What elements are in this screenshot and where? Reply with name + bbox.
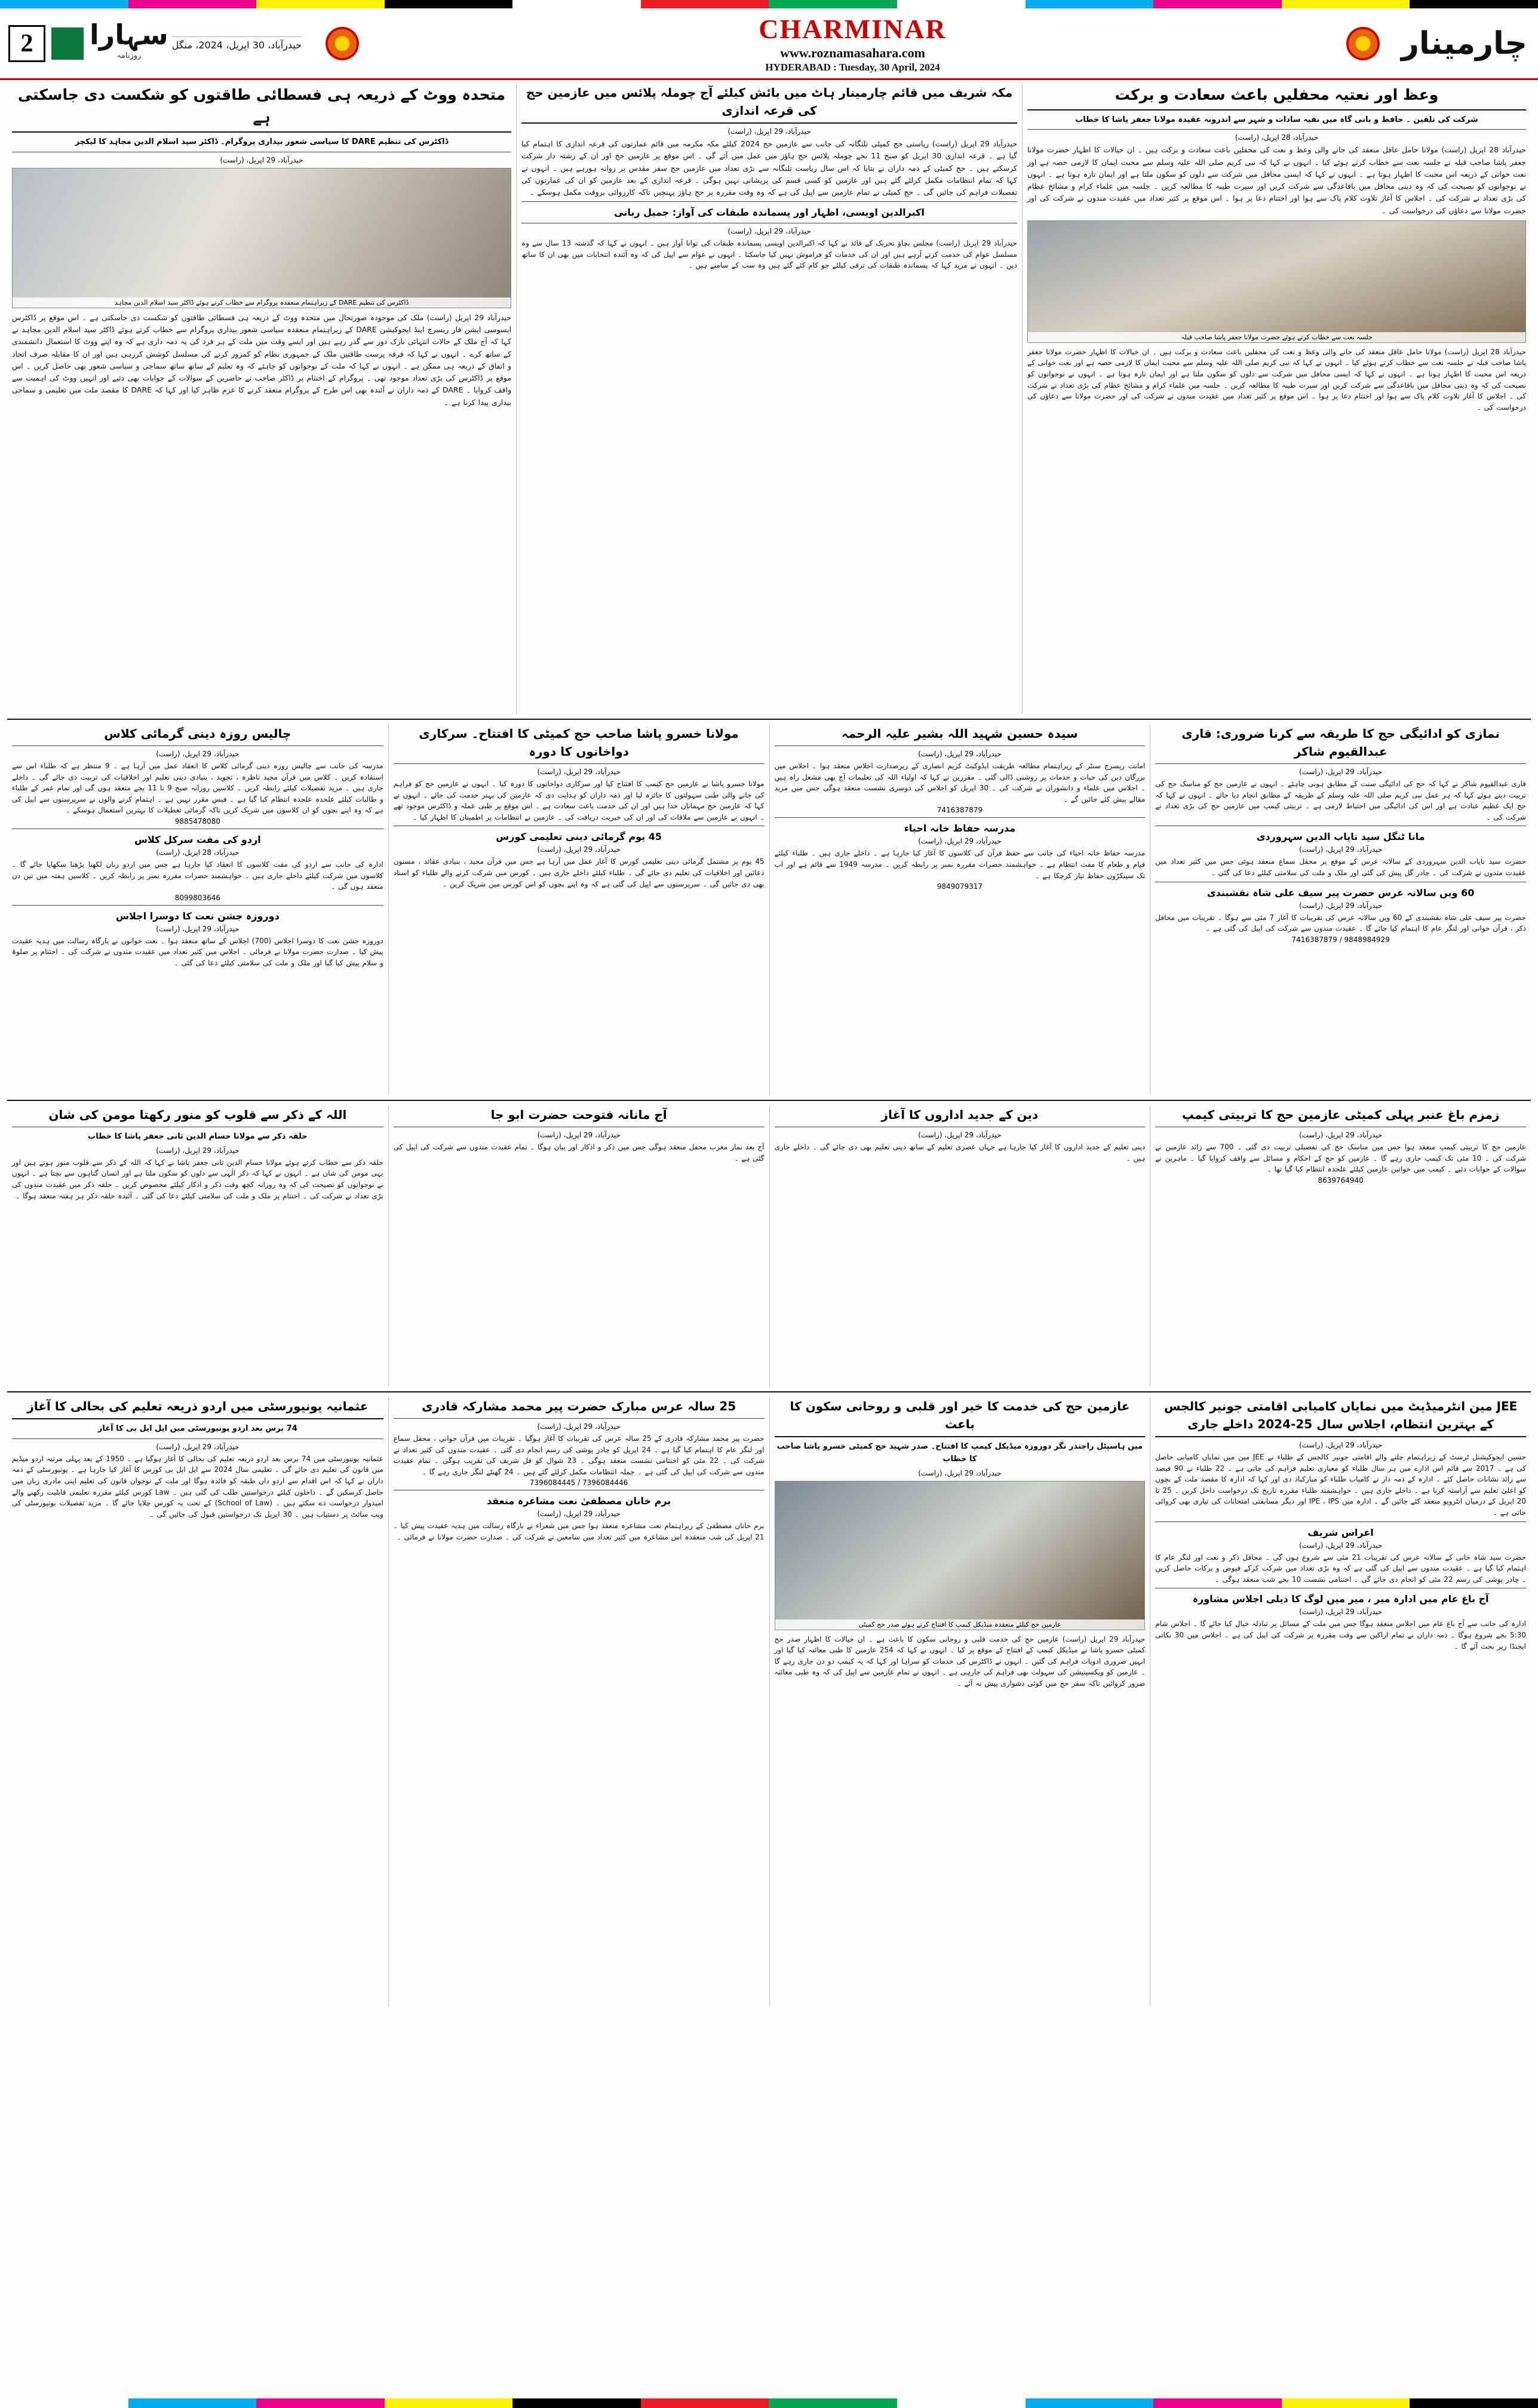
band3-col-1 [1150,1397,1531,2007]
contact-phone: 9885478080 [174,817,221,826]
article-body: حیدرآباد 29 اپریل (راست) ملک کی موجودہ صورتحال میں متحدہ ووٹ کے ذریعہ ہی فسطائی طاقتوں کو شکست دی جاسکتی ہے ۔ اس موقع پر ڈاکٹرس ایسوسی ایشن فار ریسرچ اینڈ ایجوکیشن DARE کے زیراہتمام منعقدہ سیاسی شعور بیداری پروگرام سے خطاب کرتے ہوئے ڈاکٹر سید اسلام الدین مجاہد نے کہا کہ آج ملک کے حالات انتہائی نازک دور سے گذر رہے ہیں اور ایسے وقت میں ملت کے ہر فرد کی یہ ذمہ داری ہے کہ وہ اپنے ووٹ کا استعمال دانشمندی کے ساتھ کرے ۔ انہوں نے کہا کہ فرقہ پرست طاقتیں ملک کے جمہوری نظام کو کمزور کرنے کی مسلسل کوشش کررہی ہیں اور ان کا مقابلہ صرف اتحاد و اتفاق کے ذریعہ ہی ممکن ہے ۔ انہوں نے کہا کہ ملت کے نوجوانوں کو چاہئے کہ وہ تعلیم کے ساتھ ساتھ سماجی و سیاسی شعور بھی حاصل کریں ۔ اس موقع پر ڈاکٹرس کی بڑی تعداد موجود تھی ۔ پروگرام کے اختتام پر ڈاکٹر صاحب نے حاضرین کے سوالات کے جوابات بھی دئیے اور انہیں ووٹ کی اہمیت سے واقف کروایا ۔ DARE کے ذمہ داران نے آئندہ بھی اس طرح کے پروگرام منعقد کرنے کا عزم ظاہر کیا اور کہا کہ DARE کا مقصد ملت میں تعلیمی و سماجی بیداری پیدا کرنا ہے ۔ [12,312,512,407]
article-body-2: 45 یوم پر مشتمل گرمائی دینی تعلیمی کورس کا آغاز عمل میں آرہا ہے جس میں قرآن مجید ، بنیادی عقائد ، مسنون دعائیں اور اخلاقیات کی تعلیم دی جائے گی ۔ طلباء کیلئے داخلے جاری ہیں ۔ کورس میں شرکت کرنے والے طلباء کو اسناد بھی دی جائیں گی ۔ سرپرستوں سے اپیل کی گئی ہے کہ وہ اپنے بچوں کو اس کورس میں شریک کریں ۔ [393,857,765,888]
article-body-cont: حیدرآباد 28 اپریل (راست) مولانا حامل عاقل منعقد کی جانے والی وعظ و نعت کی محفلیں باعث سعادت و برکت ہیں ۔ ان خیالات کا اظہار حضرت مولانا جعفر پاشا صاحب قبلہ نے جلسہ نعت سے خطاب کرتے ہوئے کیا ۔ انہوں نے کہا کہ نبی کریم صلی اللہ علیہ وسلم سے محبت ایمان کا لازمی حصہ ہے اور نعت خوانی کے ذریعہ اس محبت کا اظہار ہوتا ہے ۔ انہوں نے کہا کہ ایسی محافل میں شرکت سے دلوں کو سکون ملتا ہے اور ایمان تازہ ہوتا ہے ۔ انہوں نے نوجوانوں کو نصیحت کی کہ وہ دینی محافل میں باقاعدگی سے شرکت کریں اور سیرت طیبہ کا مطالعہ کریں ۔ جلسہ میں علماء کرام و مشائخ عظام کی بڑی تعداد نے شرکت کی ۔ اجلاس کا آغاز تلاوت کلام پاک سے ہوا اور اختتام دعا پر ہوا ۔ اس موقع پر کثیر تعداد میں عقیدت مندوں نے شرکت کی اور حضرت مولانا سے دعاؤں کی درخواست کی ۔ [1027,347,1527,412]
article-byline: حیدرآباد، 29 اپریل، (راست) [156,1146,240,1155]
band-divider-3 [7,1391,1531,1392]
article-byline-3: حیدرآباد، 29 اپریل، (راست) [1298,901,1383,910]
article-body: آج بعد نماز مغرب محفل منعقد ہوگی جس میں ذکر و اذکار اور بیان ہوگا ۔ تمام عقیدت مندوں سے شرکت کی اپیل کی گئی ہے ۔ [393,1143,765,1162]
band2b-col-3 [388,1106,769,1386]
dateline-en: HYDERABAD : Tuesday, 30 April, 2024 [765,61,940,73]
contact-phone-2: 8099803646 [174,893,221,902]
article-body-2: ادارہ کی جانب سے اردو کی مفت کلاسوں کا انعقاد کیا جارہا ہے جس میں اردو زبان لکھنا پڑھنا سکھایا جائے گا ۔ کلاسوں میں شرکت کیلئے داخلے جاری ہیں ۔ خواہشمند حضرات مقررہ نمبر پر رابطہ کریں ۔ کلاسیں ہفتہ میں تین دن منعقد ہوں گی ۔ [12,860,383,891]
article-headline-2: مانا ٹنگل سید نایاب الدین سہروردی [1256,831,1425,843]
article-byline-3: حیدرآباد، 29 اپریل، (راست) [1298,1608,1383,1616]
top-color-strip [0,0,1538,8]
article-body-3: حضرت پیر سیف علی شاہ نقشبندی کے 60 ویں سالانہ عرس کی تقریبات کا آغاز 7 مئی سے ہوگا ۔ تقریبات میں محافل ذکر ، قرآن خوانی اور لنگر عام کا اہتمام کیا جائے گا ۔ عقیدت مندوں سے شرکت کی اپیل کی گئی ہے ۔ [1155,913,1526,933]
article-byline: حیدرآباد، 29 اپریل، (راست) [156,750,240,758]
article-headline-2: 45 یوم گرمائی دینی تعلیمی کورس [496,831,662,843]
article-byline: حیدرآباد، 28 اپریل، (راست) [1235,133,1319,142]
article-byline: حیدرآباد، 29 اپریل، (راست) [1298,1131,1383,1139]
article-photo [12,168,511,308]
article-headline: زمزم باغ عنبر پہلی کمیٹی عازمین حج کا تربیتی کیمپ [1181,1108,1500,1122]
article-byline-3: حیدرآباد، 29 اپریل، (راست) [156,924,240,933]
article-subheadline: شرکت کی تلقین ۔ حافظ و بانی گاہ میں نقیہ سادات و شہر سے اندرونہ عقیدہ مولانا جعفر پاشا کا خطاب [1075,115,1478,124]
article-body: حیدرآباد 29 اپریل (راست) ریاستی حج کمیٹی تلنگانہ کی جانب سے عازمین حج 2024 کیلئے مکہ مکرمہ میں قائم عمارتوں کی قرعہ اندازی کا اہتمام کیا گیا ہے ۔ قرعہ اندازی 30 اپریل کو صبح 11 بجے چوملہ پلائس حج ہاؤز میں عمل میں آئے گی ۔ اس موقع پر عازمین حج اور ان کے رشتہ دار شرکت کرسکتے ہیں ۔ حج کمیٹی کے ذمہ داران نے بتایا کہ اس سال ریاست تلنگانہ سے بڑی تعداد میں عازمین حج سفر مقدس پر روانہ ہورہے ہیں ۔ انہوں نے کہا کہ تمام انتظامات مکمل کرلئے گئے ہیں اور عازمین کو کسی قسم کی پریشانی نہیں ہوگی ۔ قرعہ اندازی کے بعد عازمین کو ان کی عمارتوں کی تفصیلات فراہم کی جائیں گی ۔ حج کمیٹی نے تمام عازمین سے اپیل کی ہے کہ وہ وقت مقررہ پر حج ہاؤز پہنچیں تاکہ کارروائی بروقت مکمل ہوسکے ۔ [521,139,1017,197]
article-photo [1027,220,1526,343]
article-byline: حیدرآباد، 29 اپریل، (راست) [727,127,811,136]
article-headline-2: اکبرالدین اویسی، اظہار اور پسماندہ طبقات کی آواز: جمیل ربانی [614,207,925,219]
band2-col-4 [7,725,388,1095]
article-subheadline: 74 برس بعد اردو یونیورسٹی میں ایل ایل بی کا آغاز [97,1424,297,1433]
decorative-green-square [51,27,84,60]
article-subheadline: میں ہاسپٹل راجندر نگر دوروزہ میڈیکل کیمپ کا افتتاح۔ صدر شہید حج کمیٹی خسرو پاشا صاحب کا خطاب [776,1442,1143,1464]
article-byline: حیدرآباد، 29 اپریل، (راست) [156,1442,240,1451]
article-subheadline: ڈاکٹرس کی تنظیم DARE کا سیاسی شعور بیداری پروگرام۔ ڈاکٹر سید اسلام الدین مجاہد کا لیکچر [75,137,449,146]
article-byline: حیدرآباد، 29 اپریل، (راست) [918,750,1002,758]
charminar-title-ur: چارمینار [1401,25,1527,62]
bottom-color-strip [0,2398,1538,2408]
band2b-col-2 [769,1106,1150,1386]
edition-dateline-urdu: حیدرآباد، 30 اپریل، 2024، منگل [172,36,302,51]
band2-col-3 [388,725,769,1095]
band1-col-left [7,84,516,714]
sunburst-ornament-right [1346,27,1380,60]
article-headline: عازمین حج کی خدمت کا خیر اور قلبی و روحانی سکون کا باعث [790,1399,1130,1431]
article-byline: حیدرآباد، 29 اپریل، (راست) [918,1468,1002,1477]
article-byline: حیدرآباد، 29 اپریل، (راست) [220,155,303,164]
article-byline: حیدرآباد، 29 اپریل، (راست) [1298,768,1383,776]
article-headline-2: اردو کی مفت سرکل کلاس [134,833,261,845]
band2b-col-1 [1150,1106,1531,1386]
article-headline-3: دوروزہ جشن نعت کا دوسرا اجلاس [115,910,280,922]
article-headline: اللہ کے ذکر سے قلوب کو منور رکھتا مومن کی شان [48,1108,347,1122]
article-body: حیدرآباد 28 اپریل (راست) مولانا حامل عاقل منعقد کی جانے والی وعظ و نعت کی محفلیں باعث سعادت و برکت ہیں ۔ ان خیالات کا اظہار حضرت مولانا جعفر پاشا صاحب قبلہ نے جلسہ نعت سے خطاب کرتے ہوئے کیا ۔ انہوں نے کہا کہ نبی کریم صلی اللہ علیہ وسلم سے محبت ایمان کا لازمی حصہ ہے اور نعت خوانی کے ذریعہ اس محبت کا اظہار ہوتا ہے ۔ انہوں نے کہا کہ ایسی محافل میں شرکت سے دلوں کو سکون ملتا ہے اور ایمان تازہ ہوتا ہے ۔ انہوں نے نوجوانوں کو نصیحت کی کہ وہ دینی محافل میں باقاعدگی سے شرکت کریں اور سیرت طیبہ کا مطالعہ کریں ۔ جلسہ میں علماء کرام و مشائخ عظام کی بڑی تعداد نے شرکت کی ۔ اجلاس کا آغاز تلاوت کلام پاک سے ہوا اور اختتام دعا پر ہوا ۔ اس موقع پر کثیر تعداد میں عقیدت مندوں نے شرکت کی اور حضرت مولانا سے دعاؤں کی درخواست کی ۔ [1027,145,1526,215]
band3-col-4 [7,1397,388,2007]
article-byline-2: حیدرآباد، 29 اپریل، (راست) [537,1422,621,1431]
sahara-logo [90,21,168,66]
contact-phone-3: 9848984929 / 7416387879 [1291,935,1390,944]
band-2 [7,725,1531,1095]
article-byline-2: حیدرآباد، 29 اپریل، (راست) [1298,845,1383,854]
article-body: مدرسہ کی جانب سے چالیس روزہ دینی گرمائی کلاس کا انعقاد عمل میں آرہا ہے ۔ 9 منتظر ہے کہ طلباء اس سے استفادہ کریں ۔ کلاس میں قرآن مجید ناظرہ ، تجوید ، بنیادی دینی تعلیم اور اخلاقیات کی تربیت دی جائے گی ۔ داخلے جاری ہیں ۔ مزید تفصیلات کیلئے رابطہ کریں ۔ کلاسیں روزانہ صبح 9 تا 11 بجے منعقد ہوں گی اور تمام عمر کے طلباء و طالبات کیلئے علحدہ علحدہ انتظام کیا گیا ہے ۔ فیس مقرر نہیں ہے ۔ اہتمام کرنے والوں نے سرپرستوں سے اپیل کی ہے کہ وہ اپنے بچوں کو ان کلاسوں میں شریک کریں تاکہ گرمائی تعطیلات کا بہترین استعمال ہوسکے ۔ [12,762,383,815]
band2b-col-4 [7,1106,388,1386]
article-body-2: مدرسہ حفاظ خانہ احیاء کی جانب سے حفظ قرآن کی کلاسوں کا آغاز کیا جارہا ہے ۔ داخلے جاری ہیں ۔ طلباء کیلئے قیام و طعام کا مفت انتظام ہے ۔ خواہشمند حضرات مقررہ نمبر پر رابطہ کریں ۔ مدرسہ 1949 سے قائم ہے اور اب تک سینکڑوں حفاظ تیار کرچکا ہے ۔ [774,849,1146,880]
band-divider-1 [7,719,1531,720]
photo-caption: عازمین حج کیلئے منعقدہ میڈیکل کیمپ کا افتتاح کرتے ہوئے صدر حج کمیٹی [775,1619,1145,1630]
article-body-2: حضرت سید شاہ خانی کے سالانہ عرس کی تقریبات 21 مئی سے شروع ہوں گی ۔ محافل ذکر و نعت اور لنگر عام کا اہتمام کیا گیا ہے ۔ عقیدت مندوں سے اپیل کی گئی ہے کہ وہ بڑی تعداد میں شرکت کرکے فیوض و برکات حاصل کریں ۔ چادر پوشی کی رسم 22 مئی کو انجام دی جائے گی ۔ اختتامی نشست 10 بجے شب منعقد ہوگی ۔ [1155,1553,1527,1584]
article-byline-2: حیدرآباد، 29 اپریل، (راست) [537,845,621,854]
article-byline: حیدرآباد، 29 اپریل، (راست) [918,1131,1002,1139]
sunburst-ornament-left [326,27,359,60]
article-body: دینی تعلیم کے جدید اداروں کا آغاز کیا جارہا ہے جہاں عصری تعلیم کے ساتھ دینی تعلیم بھی دی جائے گی ۔ داخلے جاری ہیں ۔ [774,1143,1146,1162]
article-body: حیدرآباد 29 اپریل (راست) عازمین حج کی خدمت قلبی و روحانی سکون کا باعث ہے ۔ ان خیالات کا اظہار صدر حج کمیٹی خسرو پاشا نے میڈیکل کیمپ کے افتتاح کے موقع پر کیا ۔ انہوں نے کہا کہ 254 عازمین کا طبی معائنہ کیا گیا اور انہیں ضروری ادویات فراہم کی گئیں ۔ انہوں نے ڈاکٹرس کی خدمات کو سراہا اور کہا کہ یہ کیمپ دو دن جاری رہے گا ۔ عازمین کو ویکسینیشن کی سہولت بھی فراہم کی جارہی ہے ۔ انہوں نے تمام عازمین سے اپیل کی کہ وہ طبی معائنہ ضرور کروائیں تاکہ سفر حج میں کوئی دشواری پیش نہ آئے ۔ [774,1634,1146,1688]
band1-col-middle [516,84,1022,714]
article-byline-2: حیدرآباد، 28 اپریل، (راست) [156,848,240,857]
article-byline: حیدرآباد، 29 اپریل، (راست) [537,768,621,776]
article-headline: نمازی کو ادائیگی حج کا طریقہ سے کرنا ضروری: قاری عبدالقیوم شاکر [1181,726,1500,759]
article-body: عازمین حج کا تربیتی کیمپ منعقد ہوا جس میں مناسک حج کی تفصیلی تربیت دی گئی ۔ 700 سے زائد عازمین نے شرکت کی ۔ 10 مئی تک کیمپ جاری رہے گا ۔ عازمین کو حج کے احکام و مسائل سے واقف کروایا گیا ۔ ماہرین نے سوالات کے جوابات دئیے ۔ کیمپ میں خواتین عازمین کیلئے علحدہ انتظام کیا گیا تھا ۔ [1155,1143,1526,1174]
article-byline: حیدرآباد، 29 اپریل، (راست) [1298,1441,1383,1449]
band3-col-3 [388,1397,769,2007]
contact-phone: 7416387879 [937,806,983,815]
article-headline: متحدہ ووٹ کے ذریعہ ہی فسطائی طاقتوں کو شکست دی جاسکتی ہے [17,86,506,126]
article-headline-3: آج باغ عام میں ادارہ میر ، میر میں لوگ کا ذیلی اجلاس مشاورہ [1192,1593,1489,1605]
article-headline: آج مانانہ فتوحت حضرت ابو جا [490,1108,667,1122]
article-body-2: حضرت سید نایاب الدین سہروردی کے سالانہ عرس کے موقع پر محفل سماع منعقد ہوئی جس میں کثیر تعداد میں عقیدت مندوں نے شرکت کی ۔ چادر گل پیش کی گئی اور ملک و ملت کی سلامتی کیلئے دعا کی گئی ۔ [1155,857,1526,877]
sahara-logo-text: سہارا [90,19,168,51]
article-body: حلقہ ذکر سے خطاب کرتے ہوئے مولانا حسام الدین ثانی جعفر پاشا نے کہا کہ اللہ کے ذکر سے قلوب منور ہوتے ہیں اور یہی مومن کی شان ہے ۔ انہوں نے کہا کہ ذکر الٰہی سے دلوں کو سکون ملتا ہے اور انسان گناہوں سے بچتا ہے ۔ انہوں نے نوجوانوں کو نصیحت کی کہ وہ روزانہ کچھ وقت ذکر و اذکار کیلئے مخصوص کریں ۔ حلقہ ذکر میں عقیدت مندوں کی بڑی تعداد نے شرکت کی ۔ اختتام پر ملک و ملت کی سلامتی کیلئے دعا کی گئی ۔ آئندہ حلقہ ذکر ہر ہفتہ منعقد ہوگا ۔ [12,1158,383,1200]
article-headline: وعظ اور نعتیہ محفلیں باعث سعادت و برکت [1115,86,1439,103]
article-byline: حیدرآباد، 29 اپریل، (راست) [537,1131,621,1139]
contact-phone: 8639764940 [1318,1176,1364,1185]
article-body: قاری عبدالقیوم شاکر نے کہا کہ حج کی ادائیگی سنت کے مطابق ہونی چاہئے ۔ انہوں نے عازمین حج کو مناسک حج کی تربیت دیتے ہوئے کہا کہ ہر عمل نبی کریم صلی اللہ علیہ وسلم کے طریقہ کے مطابق انجام دیا جائے ۔ انہوں نے کہا کہ حج ایک عظیم عبادت ہے اور اس کی ادائیگی میں احتیاط لازمی ہے ۔ تربیتی کیمپ میں عازمین حج کی بڑی تعداد نے شرکت کی ۔ [1155,780,1526,821]
article-byline-2: حیدرآباد، 29 اپریل، (راست) [727,227,811,236]
band-1 [7,84,1531,714]
masthead-center [374,14,1331,73]
charminar-title-en: CHARMINAR [759,13,947,44]
article-body: عثمانیہ یونیورسٹی میں 74 برس بعد اردو ذریعہ تعلیم کی بحالی کا آغاز ہوگیا ہے ۔ 1950 کے بعد پہلی مرتبہ اردو میڈیم میں قانون کی تعلیم دی جائے گی ۔ تعلیمی سال 2024 سے ایل ایل بی کورس کا آغاز کیا جارہا ہے ۔ یونیورسٹی کے ذمہ داران نے کہا کہ اس اقدام سے اردو داں طبقہ کو فائدہ ہوگا اور ملت کے نوجوان قانون کی تعلیم اپنی مادری زبان میں حاصل کرسکیں گے ۔ داخلوں کیلئے درخواستیں طلب کی گئی ہیں ۔ Law کورس کیلئے مقررہ تعلیمی قابلیت رکھنے والے امیدوار درخواست دے سکتے ہیں ۔ (School of Law) کے تحت یہ کورس چلایا جائے گا ۔ مزید تفصیلات یونیورسٹی کی ویب سائٹ پر دستیاب ہیں ۔ 30 اپریل تک درخواستیں قبول کی جائیں گی ۔ [12,1454,383,1519]
masthead [0,8,1538,80]
contact-phones: 7396084446 / 7396084445 [529,1478,628,1487]
article-headline: دین کے جدید اداروں کا آغاز [881,1108,1039,1122]
article-headline: سیدہ حسین شہید اللہ بشیر علیہ الرحمہ [842,726,1078,741]
article-body-3: برم خانان مصطفیٰ کے زیراہتمام نعت مشاعرہ منعقد ہوا جس میں شعراء نے بارگاہ رسالت میں ہدیہ عقیدت پیش کیا ۔ 21 اپریل کی شب منعقدہ اس مشاعرہ میں کثیر تعداد میں سامعین نے شرکت کی ۔ صدارت حضرت مولانا نے فرمائی ۔ [393,1522,765,1541]
article-headline: مولانا خسرو پاشا صاحب حج کمیٹی کا افتتاح۔ سرکاری دواخانوں کا دورہ [419,726,739,759]
photo-caption: جلسہ نعت سے خطاب کرتے ہوئے حضرت مولانا جعفر پاشا صاحب قبلہ [1028,332,1525,342]
article-headline-2: مدرسہ حفاظ خانہ احیاء [904,823,1016,835]
sahara-logo-subtext: روزنامہ [116,51,142,61]
article-body-2: حیدرآباد 29 اپریل (راست) مجلس بچاؤ تحریک کے قائد نے کہا کہ اکبرالدین اویسی پسماندہ طبقات کی توانا آواز ہیں ۔ انہوں نے کہا کہ گذشتہ 13 سال سے وہ مسلسل عوام کی خدمت کرتے آرہے ہیں اور ان کی خدمات کو فراموش نہیں کیا جاسکتا ۔ انہوں نے عوام سے اپیل کی کہ وہ آئندہ انتخابات میں بھی ان کا ساتھ دیں ۔ انہوں نے مزید کہا کہ پسماندہ طبقات کی ترقی کیلئے جو کام کئے گئے ہیں وہ سب کے سامنے ہیں ۔ [521,239,1017,270]
article-headline: عثمانیہ یونیورسٹی میں اردو ذریعہ تعلیم کی بحالی کا آغاز [27,1399,369,1413]
page-content [0,80,1538,2007]
band-2b [7,1106,1531,1386]
band1-col-right [1022,84,1531,714]
band2-col-1 [1150,725,1531,1095]
band-3 [7,1397,1531,2007]
article-byline-2: حیدرآباد، 29 اپریل، (راست) [918,837,1002,846]
article-body: مولانا خسرو پاشا نے عازمین حج کیمپ کا افتتاح کیا اور سرکاری دواخانوں کا دورہ کیا ۔ انہوں نے عازمین حج کو فراہم کی جانے والی طبی سہولتوں کا جائزہ لیا اور ذمہ داران کو ہدایت دی کہ عازمین کی بہتر خدمت کی جائے ۔ انہوں نے کہا کہ عازمین حج مہمانان خدا ہیں اور ان کی خدمت باعث سعادت ہے ۔ اس موقع پر طبی عملہ و ڈاکٹرس موجود تھے ۔ انہوں نے عازمین سے ملاقات کی اور ان کی خیریت دریافت کی ۔ عازمین نے انتظامات پر اطمینان کا اظہار کیا ۔ [393,780,765,821]
article-byline-2: حیدرآباد، 29 اپریل، (راست) [1298,1541,1383,1550]
article-headline: مکہ شریف میں قائم چارمینار ہاٹ میں بائش کیلئے آج چوملہ پلائس میں عازمین حج کی قرعہ اندازی [526,85,1013,118]
website-url: www.roznamasahara.com [780,45,925,60]
contact-phone-2: 9849079317 [937,882,983,891]
article-headline: چالیس روزہ دینی گرمائی کلاس [104,726,291,741]
article-body-3: ادارہ کی جانب سے آج باغ عام میں اجلاس منعقد ہوگا جس میں ملت کے مسائل پر تبادلہ خیال کیا جائے گا ۔ اجلاس شام 5:30 بجے شروع ہوگا ۔ ذمہ داران نے تمام اراکین سے وقت مقررہ پر شرکت کی اپیل کی ہے ۔ اجلاس میں 30 نکاتی ایجنڈا زیر بحث آئے گا ۔ [1155,1619,1527,1651]
article-subheadline: حلقہ ذکر سے مولانا حسام الدین ثانی جعفر پاشا کا خطاب [88,1132,308,1141]
article-body-2: حضرت پیر محمد مشارکہ قادری کے 25 سالہ عرس کی تقریبات کا آغاز ہوگیا ۔ تقریبات میں قرآن خوانی ، محفل سماع اور لنگر عام کا اہتمام کیا گیا ہے ۔ 24 اپریل کو چادر پوشی کی رسم انجام دی گئی ۔ عقیدت مندوں کی کثیر تعداد نے شرکت کی ۔ 22 مئی کو اختتامی نشست منعقد ہوگی ۔ 23 شوال کو قل شریف کی تقریب ہوگی ۔ تمام عقیدت مندوں سے شرکت کی اپیل کی گئی ہے ۔ جملہ انتظامات مکمل کرلئے گئے ہیں ۔ 24 گھنٹے لنگر جاری رہے گا ۔ [393,1434,765,1476]
article-headline-2: اعراس شریف [1307,1526,1374,1538]
band3-col-2 [769,1397,1150,2007]
article-body: امانت ریسرچ سنٹر کے زیراہتمام مطالعہ طریقت ایڈوکیٹ کریم انصاری کے زیرصدارت اجلاس منعقد ہوا ۔ اجلاس میں بزرگان دین کی حیات و خدمات پر روشنی ڈالی گئی ۔ مقررین نے کہا کہ اولیاء اللہ کی تعلیمات آج بھی مشعل راہ ہیں ۔ اجلاس میں علماء و دانشوران نے شرکت کی ۔ 30 اپریل کو اجلاس کی دوسری نشست منعقد ہوگی جس میں مزید مقالے پیش کئے جائیں گے ۔ [774,762,1146,803]
photo-caption: ڈاکٹرس کی تنظیم DARE کے زیراہتمام منعقدہ پروگرام سے خطاب کرتے ہوئے ڈاکٹر سید اسلام الدین مجاہد [13,297,511,308]
article-headline-3: برم خانان مصطفیٰ نعت مشاعرہ منعقد [486,1495,671,1507]
article-headline-3: 60 ویں سالانہ عرس حضرت پیر سیف علی شاہ نقشبندی [1207,886,1475,898]
article-headline: JEE مین انٹرمیڈیٹ میں نمایاں کامیابی اقامتی جونیر کالجس کے بہترین انتظام، اجلاس سال 25-2024 داخلے جاری [1164,1399,1518,1431]
article-headline-2: 25 سالہ عرس مبارک حضرت پیر محمد مشارکہ قادری [422,1399,736,1413]
article-body: حسین ایجوکیشنل ٹرسٹ کے زیراہتمام چلنے والے اقامتی جونیر کالجس کے طلباء نے JEE مین میں نمایاں کامیابی حاصل کی ہے ۔ 2017 سے قائم اس ادارے میں ہر سال طلباء کو معیاری تعلیم فراہم کی جاتی ہے ۔ 22 طلباء نے 90 فیصد سے زائد نشانات حاصل کئے ۔ ادارہ کے ذمہ دار نے کامیاب طلباء کو مبارکباد دی اور کہا کہ ادارہ کا مقصد ملت کے بچوں کو اعلیٰ تعلیم سے آراستہ کرنا ہے ۔ داخلے جاری ہیں ۔ خواہشمند طلباء مقررہ تاریخ تک درخواست داخل کریں ۔ 25 تا 20 اپریل کے درمیان انٹرویو منعقد کئے جائیں گے ۔ ادارہ میں IPE ، IPS اور دیگر مسابقتی امتحانات کی تیاری بھی کروائی جاتی ہے ۔ [1155,1453,1527,1517]
band-divider-2 [7,1100,1531,1101]
article-photo [775,1481,1146,1630]
article-body-3: دوروزہ جشن نعت کا دوسرا اجلاس (700) اجلاس کے ساتھ منعقد ہوا ۔ نعت خوانوں نے بارگاہ رسالت میں ہدیہ عقیدت پیش کیا ۔ صدارت حضرت مولانا نے فرمائی ۔ اجلاس میں کثیر تعداد میں عقیدت مندوں نے شرکت کی ۔ اختتام پر صلوۃ و سلام پیش کیا گیا اور ملک و ملت کی سلامتی کیلئے دعا کی گئی ۔ [12,936,383,967]
article-byline-3: حیدرآباد، 29 اپریل، (راست) [537,1510,621,1519]
page-number: 2 [8,25,45,62]
band2-col-2 [769,725,1150,1095]
